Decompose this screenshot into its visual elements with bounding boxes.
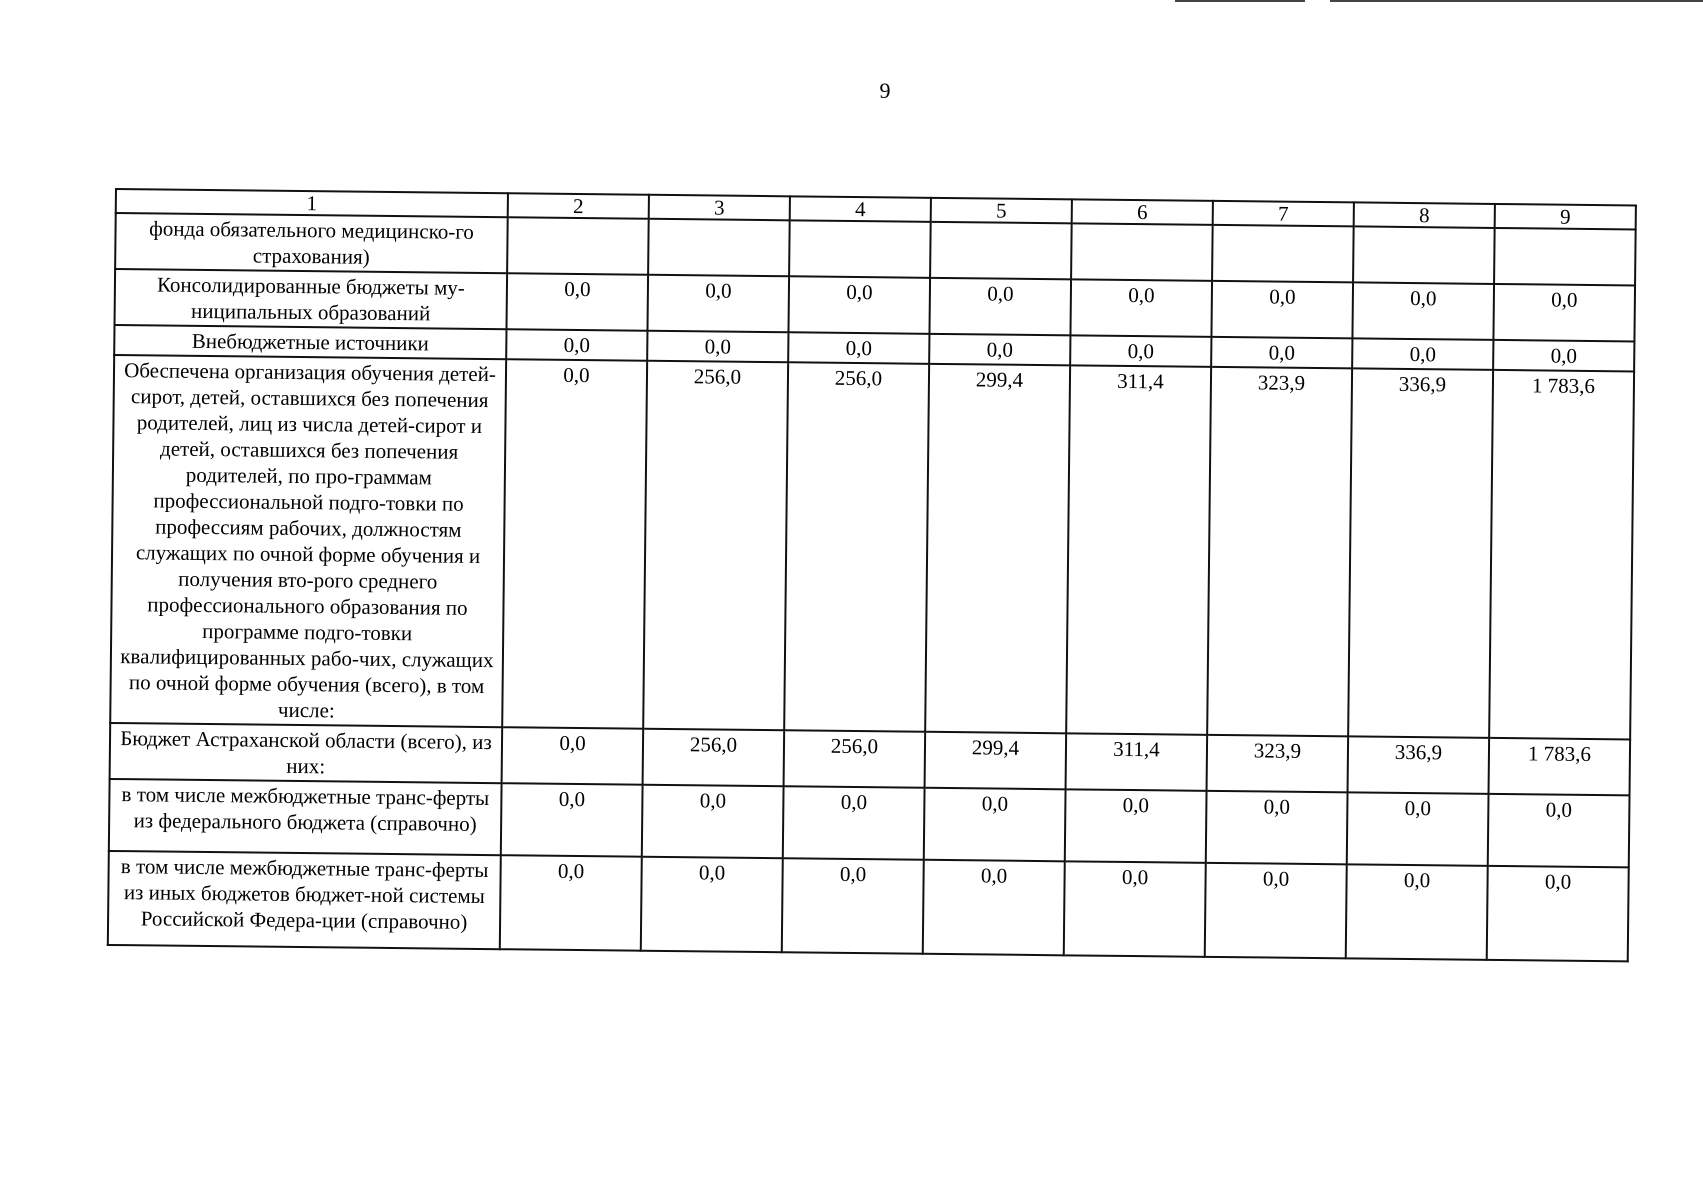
col-header-4: 4 — [790, 196, 931, 222]
cell-value: 0,0 — [1211, 337, 1352, 369]
cell-value: 0,0 — [923, 860, 1065, 956]
cell-value: 0,0 — [1070, 335, 1211, 367]
cell-value: 0,0 — [642, 785, 784, 859]
cell-value — [1353, 226, 1495, 284]
cell-value: 0,0 — [1347, 792, 1489, 866]
cell-value: 256,0 — [643, 361, 788, 731]
table-row — [108, 851, 1629, 961]
table-body — [108, 213, 1636, 961]
cell-value: 311,4 — [1066, 365, 1211, 735]
cell-value: 0,0 — [788, 332, 929, 364]
budget-table — [107, 188, 1637, 962]
cell-value: 311,4 — [1066, 733, 1208, 791]
cell-value: 323,9 — [1207, 367, 1352, 737]
table-row — [110, 355, 1634, 739]
cell-value: 0,0 — [788, 276, 930, 334]
cell-value: 0,0 — [502, 727, 644, 785]
row-label: фонда обязательного медицинско-го страхования) — [115, 213, 508, 273]
cell-value: 0,0 — [502, 359, 647, 729]
scan-edge-mark-right — [1330, 0, 1703, 2]
cell-value: 1 783,6 — [1489, 370, 1634, 740]
cell-value: 336,9 — [1348, 736, 1490, 794]
row-label: в том числе межбюджетные транс-ферты из федерального бюджета (справочно) — [109, 779, 502, 855]
cell-value: 336,9 — [1348, 368, 1493, 738]
row-label: Внебюджетные источники — [114, 325, 506, 359]
cell-value: 0,0 — [924, 788, 1066, 862]
cell-value: 0,0 — [647, 275, 789, 333]
cell-value — [1212, 225, 1354, 283]
cell-value: 0,0 — [782, 858, 924, 954]
cell-value: 0,0 — [1488, 794, 1630, 868]
cell-value: 0,0 — [1070, 279, 1212, 337]
row-label: Бюджет Астраханской области (всего), из них: — [110, 723, 503, 783]
cell-value — [1494, 228, 1636, 286]
cell-value: 0,0 — [1352, 338, 1493, 370]
cell-value: 0,0 — [1346, 864, 1488, 960]
cell-value: 0,0 — [506, 329, 647, 361]
col-header-6: 6 — [1072, 199, 1213, 225]
cell-value: 299,4 — [925, 364, 1070, 734]
cell-value: 0,0 — [783, 786, 925, 860]
cell-value: 299,4 — [925, 732, 1067, 790]
col-header-3: 3 — [649, 195, 790, 221]
row-label: Консолидированные бюджеты му-ниципальных образований — [115, 269, 508, 329]
cell-value: 0,0 — [500, 855, 642, 951]
cell-value: 0,0 — [1065, 789, 1207, 863]
cell-value: 256,0 — [643, 729, 785, 787]
row-label: в том числе межбюджетные транс-ферты из иных бюджетов бюджет-ной системы Российской Федера-ции (справочно) — [108, 851, 501, 949]
budget-table-container — [107, 188, 1635, 962]
cell-value: 0,0 — [929, 278, 1071, 336]
cell-value: 0,0 — [501, 783, 643, 857]
cell-value: 0,0 — [506, 273, 648, 331]
cell-value: 0,0 — [1493, 340, 1634, 372]
row-label: Обеспечена организация обучения детей-сирот, детей, оставшихся без попечения родителей, лиц из числа детей-сирот и детей, оставшихся без попечения родителей, по про-граммам профессиональной подго-товки по профессиям рабочих, должностям служащих по очной форме обучения и получения вто-рого среднего профессионального образования по программе подго-товки квалифицированных рабо-чих, служащих по очной форме обучения (всего), в том числе: — [110, 355, 506, 727]
cell-value — [930, 222, 1072, 280]
col-header-2: 2 — [508, 193, 649, 219]
cell-value: 256,0 — [784, 730, 926, 788]
scan-edge-mark-left — [1175, 0, 1305, 2]
col-header-8: 8 — [1354, 202, 1495, 228]
cell-value: 256,0 — [784, 362, 929, 732]
col-header-5: 5 — [931, 198, 1072, 224]
cell-value: 0,0 — [647, 331, 788, 363]
cell-value: 323,9 — [1207, 735, 1349, 793]
cell-value: 0,0 — [1487, 866, 1629, 962]
cell-value: 0,0 — [1211, 281, 1353, 339]
cell-value: 0,0 — [1064, 861, 1206, 957]
cell-value: 0,0 — [1352, 282, 1494, 340]
cell-value: 0,0 — [1205, 863, 1347, 959]
cell-value — [648, 219, 790, 277]
cell-value — [1071, 223, 1213, 281]
cell-value — [789, 220, 931, 278]
page-number: 9 — [879, 78, 891, 103]
cell-value: 0,0 — [1493, 284, 1635, 342]
cell-value: 1 783,6 — [1489, 738, 1631, 796]
cell-value — [507, 217, 649, 275]
col-header-9: 9 — [1495, 204, 1636, 230]
cell-value: 0,0 — [929, 334, 1070, 366]
cell-value: 0,0 — [641, 857, 783, 953]
col-header-1: 1 — [116, 189, 508, 217]
cell-value: 0,0 — [1206, 791, 1348, 865]
col-header-7: 7 — [1213, 201, 1354, 227]
